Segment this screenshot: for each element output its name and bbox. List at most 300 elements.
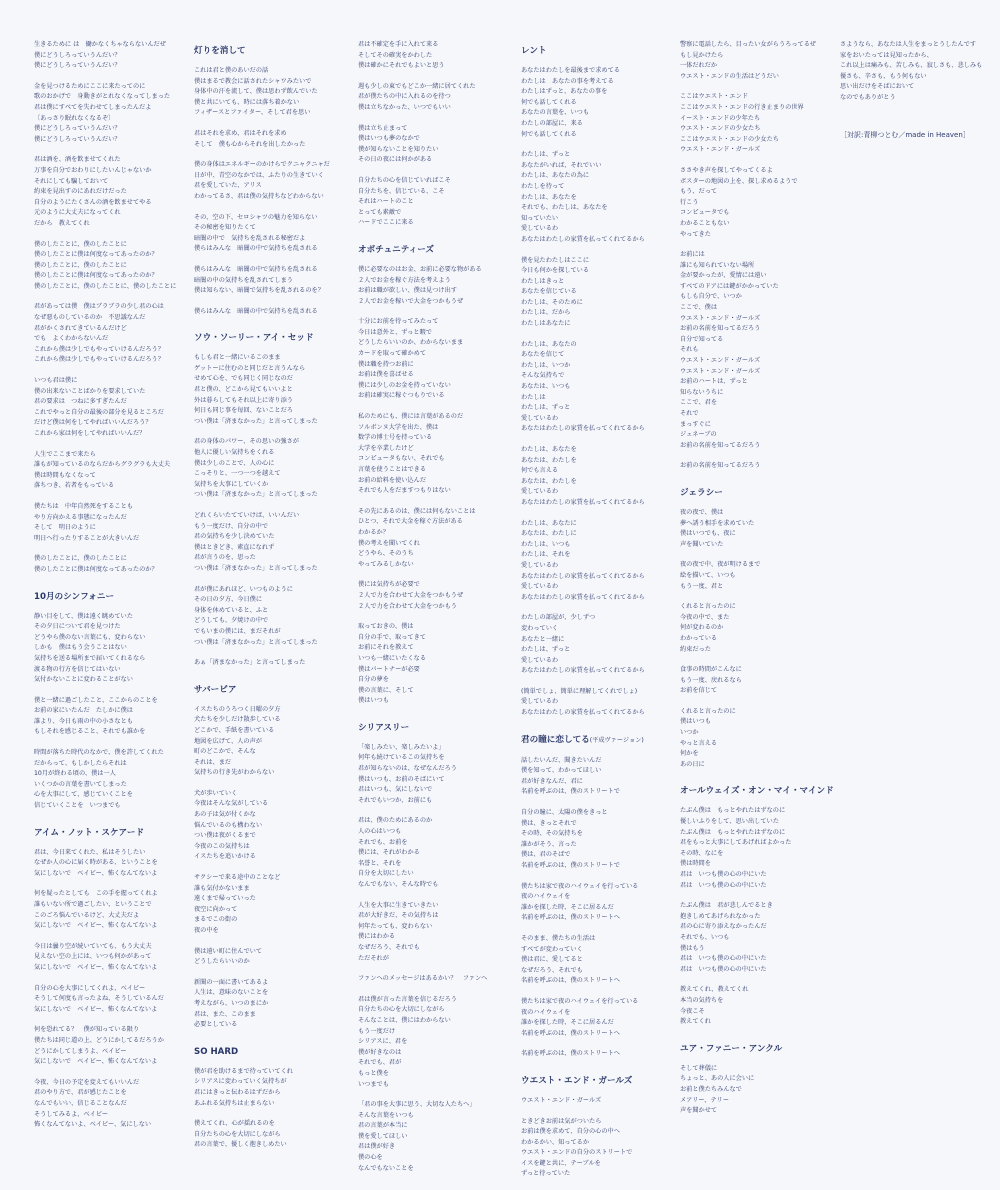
lyric-line: だから 教えてくれ xyxy=(34,219,90,227)
lyric-line: フィザースとファイター、そして君を思い xyxy=(194,109,311,117)
lyric-line: 数学の博士号を持っている xyxy=(358,434,433,442)
lyric-line: お前と僕たちみんなで xyxy=(680,1085,742,1093)
lyric-line: くれると言ったのに xyxy=(680,603,736,611)
lyric-line: 渡る物の行方を信じてはいない xyxy=(34,665,121,673)
lyric-stanza xyxy=(34,696,182,738)
lyric-line: ささやき声を探してやってくるよ xyxy=(680,166,773,174)
lyric-line: ２人で力を合わせて大金をつかもうぜ xyxy=(358,591,464,599)
lyric-line: 夜の中を xyxy=(194,927,219,934)
lyric-line: 考えながら、いつのまにか xyxy=(194,999,269,1007)
lyric-line: 気持ちの行き先がわからない xyxy=(194,769,275,777)
lyric-line: その日の夜には何かがある xyxy=(358,156,433,164)
lyric-stanza xyxy=(194,978,342,1031)
lyric-line: わたしの部屋に、来る xyxy=(521,119,583,127)
lyric-line: たぶん僕は もっとやれたはずなのに xyxy=(680,807,786,815)
lyric-stanza xyxy=(194,437,342,501)
lyric-line: 思い出だけをそばにおいて xyxy=(840,83,915,91)
lyric-stanza xyxy=(680,985,828,1027)
lyric-line: 僕はパートナーが必要 xyxy=(358,665,420,673)
lyric-line: わたしは、そのために xyxy=(521,298,583,306)
lyric-stanza xyxy=(358,317,506,402)
lyric-line: お前の名前を知ってるだろう xyxy=(680,325,761,333)
lyric-line: (簡単でしょ、簡単に理解してくれでしょ) xyxy=(521,687,638,695)
lyric-stanza xyxy=(194,705,342,779)
lyric-line: 君は いつも僕の心の中にいた xyxy=(680,965,767,973)
lyric-line: 何でも話してくれる xyxy=(521,130,577,138)
lyric-line: 僕を見たわたしはここに xyxy=(521,256,590,264)
lyric-line: シリアスに、君を xyxy=(358,1038,408,1046)
lyric-stanza xyxy=(680,166,828,240)
lyric-line: 今夜はそんな気がしている xyxy=(194,800,269,808)
lyric-stanza xyxy=(34,502,182,544)
lyric-line: 僕は時間もなくなって xyxy=(34,471,96,479)
lyric-stanza xyxy=(521,882,669,924)
lyric-line: 僕にどうしろっていうんだい？ xyxy=(34,62,121,70)
lyric-line: もしそれを感じること、それでも誰かを xyxy=(34,728,146,736)
lyric-stanza xyxy=(358,176,506,229)
lyric-column xyxy=(34,40,182,1129)
lyric-stanza xyxy=(194,585,342,649)
lyric-line: 僕の考えを聞いてくれ xyxy=(358,539,420,547)
lyric-stanza xyxy=(521,66,669,140)
lyric-line: 僕は遠い町に住んでいて xyxy=(194,947,263,955)
translation-credit: ［対訳:青柳つとむ／made in Heaven］ xyxy=(840,130,970,139)
lyric-line: 知っていたい xyxy=(521,214,559,222)
lyric-line: 君の要求は つねに多すぎたんだ xyxy=(34,398,127,406)
lyric-line: 知らないうちに xyxy=(680,388,724,396)
lyric-line: なぜだろう、それでも xyxy=(521,966,583,974)
lyric-line: なぜか人の心に届く時がある、ということを xyxy=(34,859,158,867)
lyric-line: ボスターの地図の上を、探し求めるようで xyxy=(680,177,798,185)
lyric-line: ウエスト・エンド・ガールズ xyxy=(521,1096,602,1104)
lyric-line: 「楽しみたい、楽しみたいよ」 xyxy=(358,743,445,751)
lyric-line: 僕にどうしろっていうんだい？ xyxy=(34,125,121,133)
lyric-stanza xyxy=(680,250,828,451)
lyric-stanza xyxy=(34,942,182,974)
lyric-line: 気にしないで ベイビー、怖くなんてないよ xyxy=(34,963,158,971)
lyric-stanza xyxy=(521,445,669,509)
lyric-line: 僕には気持ちが必要で xyxy=(358,581,420,589)
lyric-line: イスを鍵と共に、テーブルを xyxy=(521,1159,601,1167)
lyric-line: 僕らはみんな 暗闇の中で気持ちを乱される xyxy=(194,245,318,253)
lyric-line: 今夜、今日の予定を変えてもいいんだ xyxy=(34,1078,140,1086)
lyric-stanza xyxy=(358,816,506,890)
lyric-stanza xyxy=(680,461,828,472)
lyric-line: わたしは あなたの事を考えてる xyxy=(521,77,614,85)
lyric-line: わたしは、ずっと xyxy=(521,404,571,412)
lyric-line: 信じていくことを いつまでも xyxy=(34,802,121,810)
lyric-line: もう一度、戻れるなら xyxy=(680,676,742,684)
lyric-line: 夜空に向かって xyxy=(194,905,238,913)
lyric-line: あなたは、いつも xyxy=(521,383,571,391)
song-title: レント xyxy=(521,46,547,56)
lyric-line: 今日も何かを探している xyxy=(521,267,590,275)
lyric-line: 君は いつも僕の心の中にいた xyxy=(680,871,767,878)
lyric-line: 僕たちは家で夜のハイウェイを行っている xyxy=(521,882,639,890)
lyric-stanza xyxy=(358,124,506,166)
lyric-line: あなたはわたしの家賃を払ってくれてるから xyxy=(521,667,645,675)
lyric-stanza xyxy=(521,1096,669,1107)
lyric-line: ソルボンヌ大学を出た、僕は xyxy=(358,423,439,431)
lyric-line: わたしは、だから xyxy=(521,309,571,317)
lyric-line: ここで、僕は xyxy=(680,304,718,312)
lyric-line: 気持ちを大事にしていくか xyxy=(194,480,269,488)
lyric-line: 悩んでいるのも構わない xyxy=(194,821,263,829)
lyric-stanza xyxy=(521,756,669,798)
lyric-line: わたしはずっと、あなたの事を xyxy=(521,88,608,96)
lyric-line: まっすぐに xyxy=(680,420,711,428)
lyric-line: ここはウエスト・エンドの行き止まりの世界 xyxy=(680,103,804,111)
lyric-line: コンピュータでも xyxy=(680,209,730,217)
lyric-line: 君は いつも僕の心の中にいた xyxy=(680,955,767,963)
lyric-line: でもいまの僕には、まだそれが xyxy=(194,627,281,635)
lyric-line: 夜のハイウェイを xyxy=(521,893,571,901)
lyric-line: 僕のしたことに、僕のしたことに xyxy=(34,240,127,248)
lyric-line: 誰も気付かないまま xyxy=(194,884,250,892)
lyric-stanza xyxy=(680,665,828,697)
lyric-line: いつか xyxy=(680,729,699,737)
lyric-line: 気にしないで ベイビー、怖くなんてないよ xyxy=(34,869,158,877)
lyric-line: 警察に電話したら、目ったい女がらうろってるぜ xyxy=(680,41,816,48)
lyric-line: 僕が知らないことを知りたい xyxy=(358,145,439,153)
lyric-column xyxy=(680,40,834,1115)
lyric-line: 僕の身体はエネルギーのかけらでクニャクニャだ xyxy=(194,161,330,169)
lyric-stanza xyxy=(358,40,506,72)
lyric-line: くれると言ったのに xyxy=(680,707,736,715)
lyric-line: わたしは、あなたを xyxy=(521,446,577,453)
lyric-line: 愛しているわ xyxy=(521,488,559,496)
lyric-line: 僕はいつでも、夜に xyxy=(680,530,736,538)
lyric-line: 人生でここまで来たら xyxy=(34,450,96,458)
lyric-line: 何でも言える xyxy=(521,467,559,475)
lyric-line: 気にしないで ベイビー、怖くなんてないよ xyxy=(34,1058,158,1066)
lyric-line: あなたはわたしを最後まで求めてる xyxy=(521,67,620,74)
lyric-line: 君はいつも、気にしないで xyxy=(358,786,433,794)
lyric-line: お前には xyxy=(680,251,705,259)
song-title: ジェラシー xyxy=(680,487,723,498)
lyric-line: 週も少しの東でもどこか一緒に居てくれた xyxy=(358,82,476,90)
lyric-line: お前は確実に稼ぐつもりでいる xyxy=(358,392,445,400)
lyric-stanza xyxy=(34,889,182,931)
lyric-line: 僕には少しのお金を持っていない xyxy=(358,381,451,389)
lyric-line: 10月が終わる頃の、僕は一人 xyxy=(34,770,116,778)
lyric-line: どうやら僕のない言葉にも、変わらない xyxy=(34,633,146,641)
lyric-line: 人生を大事に生きていきたい xyxy=(358,901,439,909)
lyric-line: わたしは、いつも xyxy=(521,540,571,548)
lyric-stanza xyxy=(34,450,182,492)
lyric-line: 僕の出来ないことばかりを要求していた xyxy=(34,387,146,395)
lyric-line: 僕にどうしろっていうんだい？ xyxy=(34,51,121,59)
lyric-stanza xyxy=(34,984,182,1016)
lyric-line: それで xyxy=(680,410,699,417)
lyric-stanza xyxy=(194,658,342,669)
lyric-stanza xyxy=(521,1117,669,1181)
lyric-stanza xyxy=(358,901,506,965)
lyric-line: 誰もが知っているのならだからグラグラも大丈夫 xyxy=(34,461,171,469)
lyric-line: だからって、もしかしたらそれは xyxy=(34,759,127,767)
lyric-line: 君は、僕のためにあるのか xyxy=(358,817,433,825)
lyric-line: いつも君は僕に xyxy=(34,377,78,385)
lyric-line: わたしは、いつか xyxy=(521,361,571,369)
lyric-line: その秘密を知りたくて xyxy=(194,224,256,232)
lyric-line: 暗闇の中の気持ちを乱されてしまう xyxy=(194,276,293,284)
lyric-line: 声を聞いていた xyxy=(680,540,724,548)
lyric-line: カードを取って確かめて xyxy=(358,350,427,358)
lyric-stanza xyxy=(34,1025,182,1067)
lyric-line: 君をもっと大事にしてあげればよかった xyxy=(680,839,792,847)
lyric-line: 君は、今日来てくれた、私はそうしたい xyxy=(34,848,146,856)
lyric-line: つい僕は「済まなかった」と言ってしまった xyxy=(194,491,318,499)
lyric-line: 僕は君に、愛してると xyxy=(521,956,583,964)
lyric-line: 明日へ行ったりすることが大きいんだ xyxy=(34,534,140,542)
lyric-line: 自分たちの心を大切にしながら xyxy=(194,1130,281,1138)
lyric-stanza xyxy=(521,613,669,677)
lyric-line: なのでもありがとう xyxy=(840,93,896,101)
lyric-stanza xyxy=(194,129,342,150)
lyric-line: 犬たちを少しだけ散歩している xyxy=(194,716,281,724)
lyric-line: 外は暮らしてもそれ以上に寄り添う xyxy=(194,396,293,404)
lyric-line: 君にはきっと伝わるはずだから xyxy=(194,1088,281,1096)
lyric-line: 十分にお前を待ってみたって xyxy=(358,318,439,326)
lyric-line: ウエスト・エンドの自分のストリートで xyxy=(521,1149,633,1157)
lyric-stanza xyxy=(680,707,828,771)
lyric-line: たぶん僕は 君が悲しんでるとき xyxy=(680,902,773,910)
lyric-line: なんでもいい、信じることなんだ xyxy=(34,1099,127,1107)
lyric-line: わたしは、あなたに xyxy=(521,519,577,527)
lyric-line: それはハートのこと xyxy=(358,198,414,206)
lyric-line: とっても素敵で xyxy=(358,208,402,216)
lyric-line: 約束を見出すのにあれだけだった xyxy=(34,188,127,196)
lyric-line: 遠くまで帰っていった xyxy=(194,895,256,903)
lyric-line: 僕はもう xyxy=(680,944,705,952)
lyric-line: 時間が落ちた時代のなかで、僕を許してくれた xyxy=(34,749,164,757)
lyric-line: これから僕は少しでもやっていけるんだろう？ xyxy=(34,356,164,364)
lyric-line: わたしはあなたに xyxy=(521,320,571,328)
lyric-line: たぶん僕は もっとやれたはずなのに xyxy=(680,828,786,836)
lyric-line: 誰かを探した時、そこに居るんだ xyxy=(521,903,614,911)
lyric-line: ２人でお金を稼いで大金をつかもうぜ xyxy=(358,297,464,305)
lyric-line: その時、なにを xyxy=(680,849,724,857)
lyric-line: あなたはわたしの家賃を払ってくれてるから xyxy=(521,425,645,433)
lyric-line: 生きるために は 働かなくちゃならないんだぜ xyxy=(34,41,166,48)
lyric-line: 今日は意外と、ずっと暇で xyxy=(358,328,432,336)
lyric-stanza xyxy=(34,554,182,575)
lyric-line: ここはウエスト・エンドの少女たち xyxy=(680,135,779,143)
lyric-stanza xyxy=(34,1078,182,1131)
lyric-stanza xyxy=(680,1064,828,1117)
lyric-line: ウエスト・エンド・ガールズ xyxy=(680,367,761,375)
lyric-column xyxy=(194,40,342,1149)
lyric-stanza xyxy=(34,40,182,72)
lyric-line: 抱きしめてあげられなかった xyxy=(680,912,761,920)
lyric-line: わかってるさ、君は僕の気持ちなどわからない xyxy=(194,192,324,200)
lyric-stanza xyxy=(521,519,669,604)
lyric-stanza xyxy=(521,150,669,245)
lyric-line: ウエスト・エンドの少女たち xyxy=(680,125,761,133)
lyric-stanza xyxy=(34,155,182,229)
lyric-stanza xyxy=(521,1049,669,1060)
lyric-line: 取っておきの、僕は xyxy=(358,623,414,631)
lyric-line: 君と僕の、どこから見てもいいよと xyxy=(194,386,293,394)
lyric-line: お前にそれを教えて xyxy=(358,644,414,652)
lyric-stanza xyxy=(680,602,828,655)
song-title: 灯りを消して xyxy=(194,46,246,56)
lyric-stanza xyxy=(521,934,669,987)
lyric-line: あなたを信じて xyxy=(521,351,565,359)
lyric-line: 名前を呼ぶのは、僕のストリートへ xyxy=(521,914,620,922)
lyric-line: わたしは、それを xyxy=(521,551,571,559)
lyric-line: わたしは、あなたの為に xyxy=(521,172,590,180)
lyric-line: でも よくわからないんだ xyxy=(34,335,109,343)
lyric-line: やっと言える xyxy=(680,739,718,747)
lyric-stanza xyxy=(194,873,342,937)
lyric-line: 声を聞かせて xyxy=(680,1107,718,1115)
lyric-line: 愛しているわ xyxy=(521,698,559,706)
lyric-line: 僕はいつも xyxy=(358,697,389,705)
lyric-line: やってみるしかない xyxy=(358,560,414,568)
lyric-line: もう一度、君と xyxy=(680,582,724,590)
lyric-line: 僕は知らない、暗闇で気持ちを乱されるのを？ xyxy=(194,287,324,295)
lyric-line: それでも、お前を xyxy=(358,838,408,846)
lyric-stanza xyxy=(521,256,669,330)
lyric-line: 僕たちは同じ道の上、どうにかしてるだろうか xyxy=(34,1036,164,1044)
lyric-line: イースト・エンドの少年たち xyxy=(680,114,761,122)
lyric-line: わたしはきっと xyxy=(521,277,565,285)
lyric-line: 自分の心を大事にしてくれよ、ベイビー xyxy=(34,984,146,992)
song-title: ユア・ファニー・アンクル xyxy=(680,1043,783,1054)
song-title: サバービア xyxy=(194,684,237,695)
lyric-line: ちょっと、あの人に会いに xyxy=(680,1075,755,1083)
lyric-stanza xyxy=(194,307,342,318)
lyric-stanza xyxy=(680,92,828,156)
lyric-line: あなたはわたしの家賃を払ってくれてるから xyxy=(521,498,645,506)
lyric-line: どこかで、手紙を書いている xyxy=(194,726,275,734)
lyric-line: それも xyxy=(680,346,699,354)
lyric-line: あふれる気持ちは止まらない xyxy=(194,1099,275,1107)
lyric-line: 夜のハイウェイを xyxy=(521,1008,571,1016)
lyric-line: ウエスト・エンドの生活はどうだい xyxy=(680,72,779,80)
lyric-line: 僕に必要なのはお金、お前に必要な物がある xyxy=(358,265,482,273)
lyric-line: 君の心に寄り添えなかったんだ xyxy=(680,923,767,931)
lyric-line: お前は僕を求めて、自分の心の中へ xyxy=(521,1128,620,1136)
lyric-line: 僕のしたことに、僕のしたことに xyxy=(34,555,127,563)
lyric-line: 落ちつき、若者をもっている xyxy=(34,482,115,490)
lyric-line: 私のためにも、僕には言葉があるのだ xyxy=(358,413,464,421)
lyric-line: 名前を呼ぶのは、僕のストリートへ xyxy=(521,1029,620,1037)
lyric-line: これ以上は痛みも、苦しみも、寂しさも、悲しみも xyxy=(840,62,983,70)
lyric-stanza xyxy=(194,511,342,575)
lyric-line: あぁ「済まなかった」と言ってしまった xyxy=(194,659,306,667)
lyric-line: 僕は、きっとそれで xyxy=(521,819,577,827)
lyric-stanza xyxy=(194,1067,342,1109)
lyric-line: お前の給料を使い込んだ xyxy=(358,476,427,484)
lyric-line: 優さも、辛さも、もう何もない xyxy=(840,72,927,80)
lyric-stanza xyxy=(194,66,342,119)
lyric-line: 君を愛していた、アリス xyxy=(194,182,262,190)
lyric-column xyxy=(358,40,506,1172)
lyric-line: つい僕は「済まなかった」と言ってしまった xyxy=(194,638,318,646)
lyric-line: いくつかの言葉を書いてしまった xyxy=(34,780,127,788)
lyric-line: 僕は立ちなかった、いつでもいい xyxy=(358,103,451,111)
lyric-line: 変わっていく xyxy=(521,624,559,632)
lyric-line: 静い目をして、僕は遠く眺めていた xyxy=(34,612,133,620)
lyric-line: 人生は、意味のないことを xyxy=(194,989,269,997)
lyric-line: これから僕は少しでもやっていけるんだろう？ xyxy=(34,345,164,353)
lyric-stanza xyxy=(358,507,506,571)
lyric-line: 教えてくれ、教えてくれ xyxy=(680,986,749,994)
lyric-line: 本当の気持ちを xyxy=(680,996,724,1004)
lyric-line: どうやら、そのうち xyxy=(358,550,414,558)
lyric-stanza xyxy=(34,82,182,146)
lyric-line: 身体を休めていると、ふと xyxy=(194,606,269,614)
lyric-stanza xyxy=(521,808,669,872)
song-title: 10月のシンフォニー xyxy=(34,591,115,602)
lyric-line: 僕は確かにそれでもよいと思う xyxy=(358,62,445,70)
lyric-line: 名誉と、それを xyxy=(358,859,402,867)
lyric-stanza xyxy=(521,340,669,435)
lyric-line: 愛しているわ xyxy=(521,656,559,664)
lyric-line: 君が僕にあれほど、いつものように xyxy=(194,585,293,593)
lyric-line: ２人で力を合わせて大金をつかもう xyxy=(358,602,457,610)
lyric-line: ここで、君を xyxy=(680,399,718,407)
lyric-line: 僕のしたことに僕は何度なってあったのか？ xyxy=(34,272,158,280)
lyric-line: 自分たちの心を信じていればこそ xyxy=(358,176,451,184)
lyric-line: ここはウエスト・エンド xyxy=(680,93,749,101)
lyric-line: これでやっと自分の最後の部分を見るところだ xyxy=(34,408,164,416)
lyric-line: わたしは、あなたの xyxy=(521,340,577,348)
lyric-stanza xyxy=(358,412,506,497)
lyric-line: 僕はいつも xyxy=(680,718,711,726)
lyric-line: 僕にはわかる xyxy=(358,933,396,941)
lyric-line: あなたは、わたしに xyxy=(521,530,577,538)
lyric-line: さようなら、あなたは人生をまっとうしたんです xyxy=(840,41,977,48)
lyric-line: 絵を描いて、いつも xyxy=(680,571,736,579)
lyric-line: わたしは、あなたを xyxy=(521,193,577,201)
lyric-line: 愛しているわ xyxy=(521,583,559,591)
lyric-line: もう一度だけ、自分の中で xyxy=(194,522,269,530)
lyric-stanza xyxy=(34,240,182,293)
lyric-line: もう、だって xyxy=(680,188,718,196)
lyric-line: 君は酒を、酒を飲ませてくれた xyxy=(34,156,121,164)
lyric-line: もしも自分で、いつか xyxy=(680,293,742,301)
lyric-line: 君は いつも僕の心の中にいた xyxy=(680,881,767,889)
lyric-line: 君の言葉が本当に xyxy=(358,1122,408,1130)
lyric-line: もしも君と一緒にいるこのまま xyxy=(194,354,281,362)
lyric-line: このごろ悩んでいるけど、大丈夫だよ xyxy=(34,911,140,919)
lyric-line: わかっている xyxy=(680,634,718,642)
lyric-line: 君が好きなんだ、君に xyxy=(521,777,583,785)
lyric-line: 怖くなんてないよ、ベイビー、気にしない xyxy=(34,1121,152,1129)
lyric-line: わたしは、ずっと xyxy=(521,646,571,654)
lyric-line: 僕は職を持つお前に xyxy=(358,360,414,368)
lyric-line: 今日は曇り空が続いていても、もう大丈夫 xyxy=(34,942,152,950)
lyric-line: メアリー、テリー xyxy=(680,1096,730,1104)
lyric-stanza xyxy=(680,901,828,975)
lyric-stanza xyxy=(358,82,506,114)
lyric-line: 何日も同じ事を毎回、ないことだろ xyxy=(194,407,293,415)
lyric-line: そうしてみるよ、ベイビー xyxy=(34,1110,109,1118)
lyric-line: 犬が歩いていく xyxy=(194,789,238,797)
lyric-line: イスたちのうろつく日曜の夕方 xyxy=(194,705,281,713)
lyric-line: 僕は、君のそばで xyxy=(521,851,571,859)
lyric-line: 自分のようにたくさんの酒を飲ませてやる xyxy=(34,198,152,206)
lyric-line: 話したいんだ、聞きたいんだ xyxy=(521,756,602,764)
lyric-line: お前の家にいたんだ たしかに僕は xyxy=(34,707,133,715)
lyric-stanza xyxy=(680,40,828,82)
lyric-line: 僕は立ち止まって xyxy=(358,124,408,132)
lyric-line: 夜の夜で中、夜が明けるまで xyxy=(680,561,761,569)
lyric-line: それでも、君が xyxy=(358,1059,402,1067)
